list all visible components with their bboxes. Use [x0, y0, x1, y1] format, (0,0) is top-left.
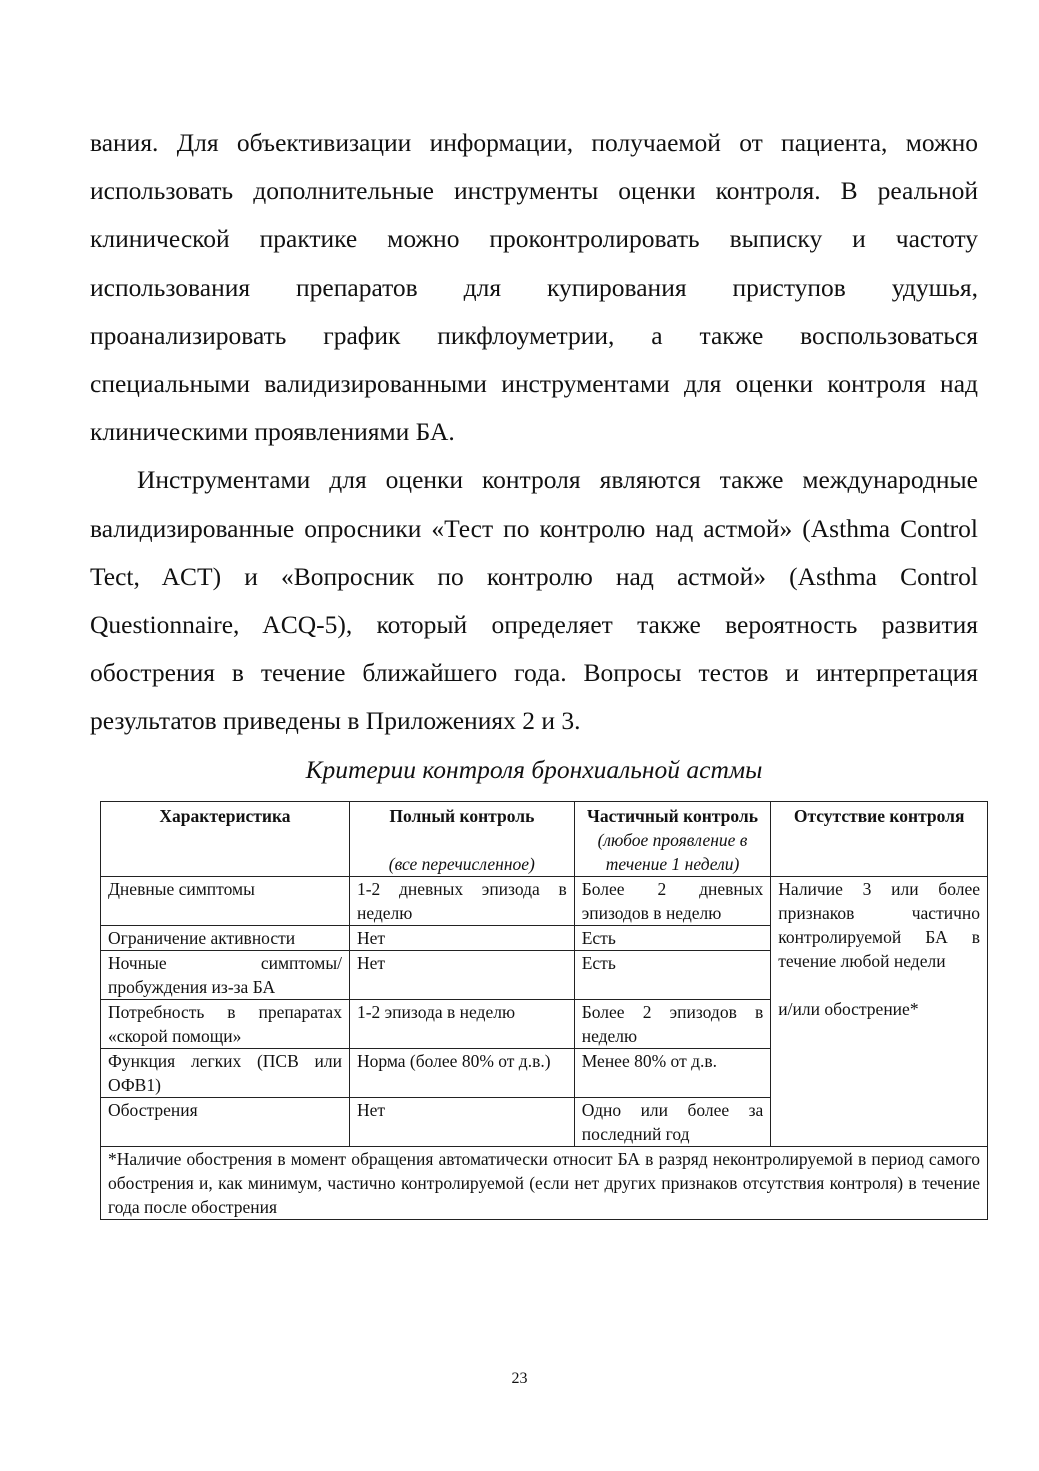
- cell-full-control: Норма (более 80% от д.в.): [349, 1049, 574, 1098]
- table-header-row: [101, 802, 988, 877]
- cell-full-control: Нет: [349, 926, 574, 951]
- cell-partial-control: Есть: [574, 926, 771, 951]
- header-partial-control-note: (любое проявление в течение 1 недели): [597, 830, 748, 874]
- cell-full-control: 1-2 эпизода в неделю: [349, 1000, 574, 1049]
- table-footnote: *Наличие обострения в момент обращения автоматически относит БА в разряд неконтролируемой в период самого обострения и, как минимум, частично контролируемой (если нет других признаков отсутствия контроля) в течение года после обострения: [101, 1147, 988, 1220]
- table-caption: Критерии контроля бронхиальной астмы: [305, 755, 763, 784]
- cell-characteristic: Ночные симптомы/ пробуждения из-за БА: [101, 951, 350, 1000]
- cell-no-control: [771, 877, 988, 1147]
- cell-full-control: Нет: [349, 1098, 574, 1147]
- paragraph-2: Инструментами для оценки контроля являются также международные валидизированные опросники «Тест по контролю над астмой» (Asthma Control Tect, ACT) и «Вопросник по контролю над астмой» (Asthma Control Questionnaire, ACQ-5), который определяет также вероятность развития обострения в течение ближайшего года. Вопросы тестов и интерпретация результатов приведены в Приложениях 2 и 3.: [90, 465, 978, 736]
- header-no-control-label: Отсутствие контроля: [793, 806, 965, 826]
- asthma-control-criteria-table: [100, 801, 988, 1220]
- cell-full-control: Нет: [349, 951, 574, 1000]
- cell-partial-control: Одно или более за последний год: [574, 1098, 771, 1147]
- header-full-control-note: (все перечисленное): [388, 854, 535, 874]
- cell-partial-control: Есть: [574, 951, 771, 1000]
- no-control-exacerbation: и/или обострение*: [778, 999, 919, 1019]
- table-footnote-row: [101, 1147, 988, 1220]
- table-row: [101, 877, 988, 926]
- paragraph-1: вания. Для объективизации информации, получаемой от пациента, можно использовать дополнительные инструменты оценки контроля. В реальной клинической практике можно проконтролировать выписку и частоту использования препаратов для купирования приступов удушья, проанализировать график пикфлоуметрии, а также воспользоваться специальными валидизированными инструментами для оценки контроля над клиническими проявлениями БА.: [90, 128, 978, 447]
- header-partial-control: [574, 802, 771, 877]
- cell-characteristic: Ограничение активности: [101, 926, 350, 951]
- cell-full-control: 1-2 дневных эпизода в неделю: [349, 877, 574, 926]
- header-full-control: [349, 802, 574, 877]
- header-partial-control-label: Частичный контроль: [587, 806, 758, 826]
- cell-characteristic: Функция легких (ПСВ или ОФВ1): [101, 1049, 350, 1098]
- cell-characteristic: Дневные симптомы: [101, 877, 350, 926]
- cell-characteristic: Обострения: [101, 1098, 350, 1147]
- header-full-control-label: Полный контроль: [389, 806, 535, 826]
- header-characteristic-label: Характеристика: [159, 806, 291, 826]
- cell-partial-control: Более 2 дневных эпизодов в неделю: [574, 877, 771, 926]
- no-control-criteria: Наличие 3 или более признаков частично контролируемой БА в течение любой недели: [778, 879, 980, 971]
- page-number: 23: [511, 1370, 528, 1387]
- cell-characteristic: Потребность в препаратах «скорой помощи»: [101, 1000, 350, 1049]
- cell-partial-control: Более 2 эпизодов в неделю: [574, 1000, 771, 1049]
- header-characteristic: [101, 802, 350, 877]
- body-text: [90, 119, 978, 746]
- cell-partial-control: Менее 80% от д.в.: [574, 1049, 771, 1098]
- header-no-control: [771, 802, 988, 877]
